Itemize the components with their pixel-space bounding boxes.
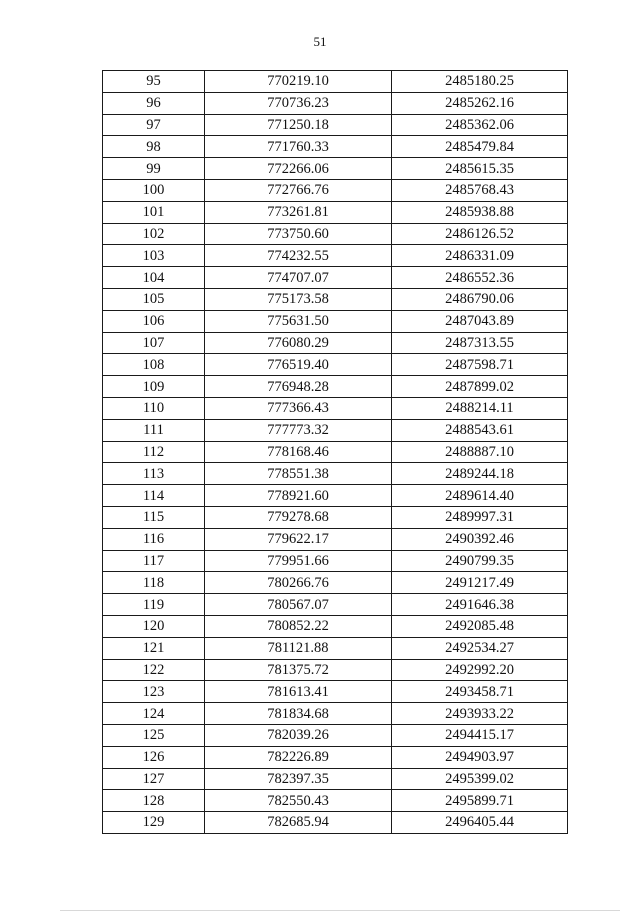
- page-bottom-edge: [60, 910, 620, 911]
- y-coordinate-cell: 2489997.31: [392, 506, 568, 528]
- table-row: [103, 114, 568, 136]
- y-coordinate-cell: 2485768.43: [392, 179, 568, 201]
- table-row: [103, 594, 568, 616]
- point-number-cell: 114: [103, 485, 205, 507]
- x-coordinate-cell: 776080.29: [205, 332, 392, 354]
- point-number-cell: 118: [103, 572, 205, 594]
- table-row: [103, 332, 568, 354]
- x-coordinate-cell: 780567.07: [205, 594, 392, 616]
- y-coordinate-cell: 2490799.35: [392, 550, 568, 572]
- point-number-cell: 107: [103, 332, 205, 354]
- point-number-cell: 98: [103, 136, 205, 158]
- x-coordinate-cell: 770219.10: [205, 71, 392, 93]
- table-row: [103, 703, 568, 725]
- x-coordinate-cell: 778551.38: [205, 463, 392, 485]
- table-row: [103, 201, 568, 223]
- point-number-cell: 104: [103, 267, 205, 289]
- x-coordinate-cell: 781121.88: [205, 637, 392, 659]
- table-row: [103, 354, 568, 376]
- x-coordinate-cell: 782685.94: [205, 812, 392, 834]
- point-number-cell: 110: [103, 397, 205, 419]
- y-coordinate-cell: 2492534.27: [392, 637, 568, 659]
- point-number-cell: 97: [103, 114, 205, 136]
- x-coordinate-cell: 780266.76: [205, 572, 392, 594]
- table-row: [103, 179, 568, 201]
- y-coordinate-cell: 2495899.71: [392, 790, 568, 812]
- table-row: [103, 615, 568, 637]
- y-coordinate-cell: 2487313.55: [392, 332, 568, 354]
- x-coordinate-cell: 782397.35: [205, 768, 392, 790]
- y-coordinate-cell: 2495399.02: [392, 768, 568, 790]
- point-number-cell: 102: [103, 223, 205, 245]
- point-number-cell: 121: [103, 637, 205, 659]
- y-coordinate-cell: 2488887.10: [392, 441, 568, 463]
- point-number-cell: 112: [103, 441, 205, 463]
- point-number-cell: 95: [103, 71, 205, 93]
- table-row: [103, 506, 568, 528]
- x-coordinate-cell: 778921.60: [205, 485, 392, 507]
- point-number-cell: 123: [103, 681, 205, 703]
- y-coordinate-cell: 2485262.16: [392, 92, 568, 114]
- point-number-cell: 129: [103, 812, 205, 834]
- table-row: [103, 724, 568, 746]
- point-number-cell: 108: [103, 354, 205, 376]
- table-row: [103, 681, 568, 703]
- point-number-cell: 111: [103, 419, 205, 441]
- x-coordinate-cell: 774232.55: [205, 245, 392, 267]
- point-number-cell: 100: [103, 179, 205, 201]
- point-number-cell: 125: [103, 724, 205, 746]
- table-row: [103, 397, 568, 419]
- y-coordinate-cell: 2493933.22: [392, 703, 568, 725]
- point-number-cell: 109: [103, 376, 205, 398]
- table-row: [103, 267, 568, 289]
- table-row: [103, 790, 568, 812]
- y-coordinate-cell: 2487899.02: [392, 376, 568, 398]
- y-coordinate-cell: 2488214.11: [392, 397, 568, 419]
- x-coordinate-cell: 770736.23: [205, 92, 392, 114]
- x-coordinate-cell: 776519.40: [205, 354, 392, 376]
- x-coordinate-cell: 776948.28: [205, 376, 392, 398]
- x-coordinate-cell: 775631.50: [205, 310, 392, 332]
- y-coordinate-cell: 2485615.35: [392, 158, 568, 180]
- y-coordinate-cell: 2486790.06: [392, 288, 568, 310]
- point-number-cell: 106: [103, 310, 205, 332]
- point-number-cell: 96: [103, 92, 205, 114]
- table-row: [103, 136, 568, 158]
- table-body: [103, 71, 568, 834]
- y-coordinate-cell: 2488543.61: [392, 419, 568, 441]
- y-coordinate-cell: 2490392.46: [392, 528, 568, 550]
- y-coordinate-cell: 2486331.09: [392, 245, 568, 267]
- x-coordinate-cell: 780852.22: [205, 615, 392, 637]
- y-coordinate-cell: 2485362.06: [392, 114, 568, 136]
- table-row: [103, 376, 568, 398]
- x-coordinate-cell: 782039.26: [205, 724, 392, 746]
- y-coordinate-cell: 2489614.40: [392, 485, 568, 507]
- point-number-cell: 119: [103, 594, 205, 616]
- x-coordinate-cell: 778168.46: [205, 441, 392, 463]
- x-coordinate-cell: 772266.06: [205, 158, 392, 180]
- point-number-cell: 115: [103, 506, 205, 528]
- y-coordinate-cell: 2487043.89: [392, 310, 568, 332]
- coordinates-table-container: [102, 70, 568, 834]
- point-number-cell: 124: [103, 703, 205, 725]
- point-number-cell: 99: [103, 158, 205, 180]
- x-coordinate-cell: 771250.18: [205, 114, 392, 136]
- point-number-cell: 117: [103, 550, 205, 572]
- y-coordinate-cell: 2485479.84: [392, 136, 568, 158]
- point-number-cell: 101: [103, 201, 205, 223]
- point-number-cell: 105: [103, 288, 205, 310]
- table-row: [103, 485, 568, 507]
- table-row: [103, 288, 568, 310]
- y-coordinate-cell: 2496405.44: [392, 812, 568, 834]
- page-number: 51: [313, 34, 327, 49]
- y-coordinate-cell: 2487598.71: [392, 354, 568, 376]
- table-row: [103, 550, 568, 572]
- x-coordinate-cell: 772766.76: [205, 179, 392, 201]
- point-number-cell: 113: [103, 463, 205, 485]
- y-coordinate-cell: 2486552.36: [392, 267, 568, 289]
- point-number-cell: 128: [103, 790, 205, 812]
- y-coordinate-cell: 2494903.97: [392, 746, 568, 768]
- x-coordinate-cell: 782550.43: [205, 790, 392, 812]
- table-row: [103, 572, 568, 594]
- point-number-cell: 122: [103, 659, 205, 681]
- table-row: [103, 92, 568, 114]
- x-coordinate-cell: 779622.17: [205, 528, 392, 550]
- x-coordinate-cell: 775173.58: [205, 288, 392, 310]
- y-coordinate-cell: 2493458.71: [392, 681, 568, 703]
- y-coordinate-cell: 2491646.38: [392, 594, 568, 616]
- y-coordinate-cell: 2486126.52: [392, 223, 568, 245]
- coordinates-table: [102, 70, 568, 834]
- x-coordinate-cell: 773261.81: [205, 201, 392, 223]
- x-coordinate-cell: 781375.72: [205, 659, 392, 681]
- x-coordinate-cell: 781613.41: [205, 681, 392, 703]
- point-number-cell: 103: [103, 245, 205, 267]
- x-coordinate-cell: 773750.60: [205, 223, 392, 245]
- point-number-cell: 126: [103, 746, 205, 768]
- x-coordinate-cell: 777773.32: [205, 419, 392, 441]
- x-coordinate-cell: 779951.66: [205, 550, 392, 572]
- point-number-cell: 116: [103, 528, 205, 550]
- x-coordinate-cell: 782226.89: [205, 746, 392, 768]
- table-row: [103, 419, 568, 441]
- point-number-cell: 120: [103, 615, 205, 637]
- x-coordinate-cell: 781834.68: [205, 703, 392, 725]
- table-row: [103, 768, 568, 790]
- y-coordinate-cell: 2485180.25: [392, 71, 568, 93]
- table-row: [103, 158, 568, 180]
- table-row: [103, 812, 568, 834]
- y-coordinate-cell: 2494415.17: [392, 724, 568, 746]
- y-coordinate-cell: 2485938.88: [392, 201, 568, 223]
- x-coordinate-cell: 771760.33: [205, 136, 392, 158]
- table-row: [103, 637, 568, 659]
- x-coordinate-cell: 774707.07: [205, 267, 392, 289]
- table-row: [103, 528, 568, 550]
- y-coordinate-cell: 2492085.48: [392, 615, 568, 637]
- x-coordinate-cell: 777366.43: [205, 397, 392, 419]
- table-row: [103, 245, 568, 267]
- table-row: [103, 71, 568, 93]
- point-number-cell: 127: [103, 768, 205, 790]
- y-coordinate-cell: 2492992.20: [392, 659, 568, 681]
- table-row: [103, 463, 568, 485]
- table-row: [103, 659, 568, 681]
- x-coordinate-cell: 779278.68: [205, 506, 392, 528]
- table-row: [103, 441, 568, 463]
- table-row: [103, 310, 568, 332]
- table-row: [103, 223, 568, 245]
- y-coordinate-cell: 2489244.18: [392, 463, 568, 485]
- y-coordinate-cell: 2491217.49: [392, 572, 568, 594]
- table-row: [103, 746, 568, 768]
